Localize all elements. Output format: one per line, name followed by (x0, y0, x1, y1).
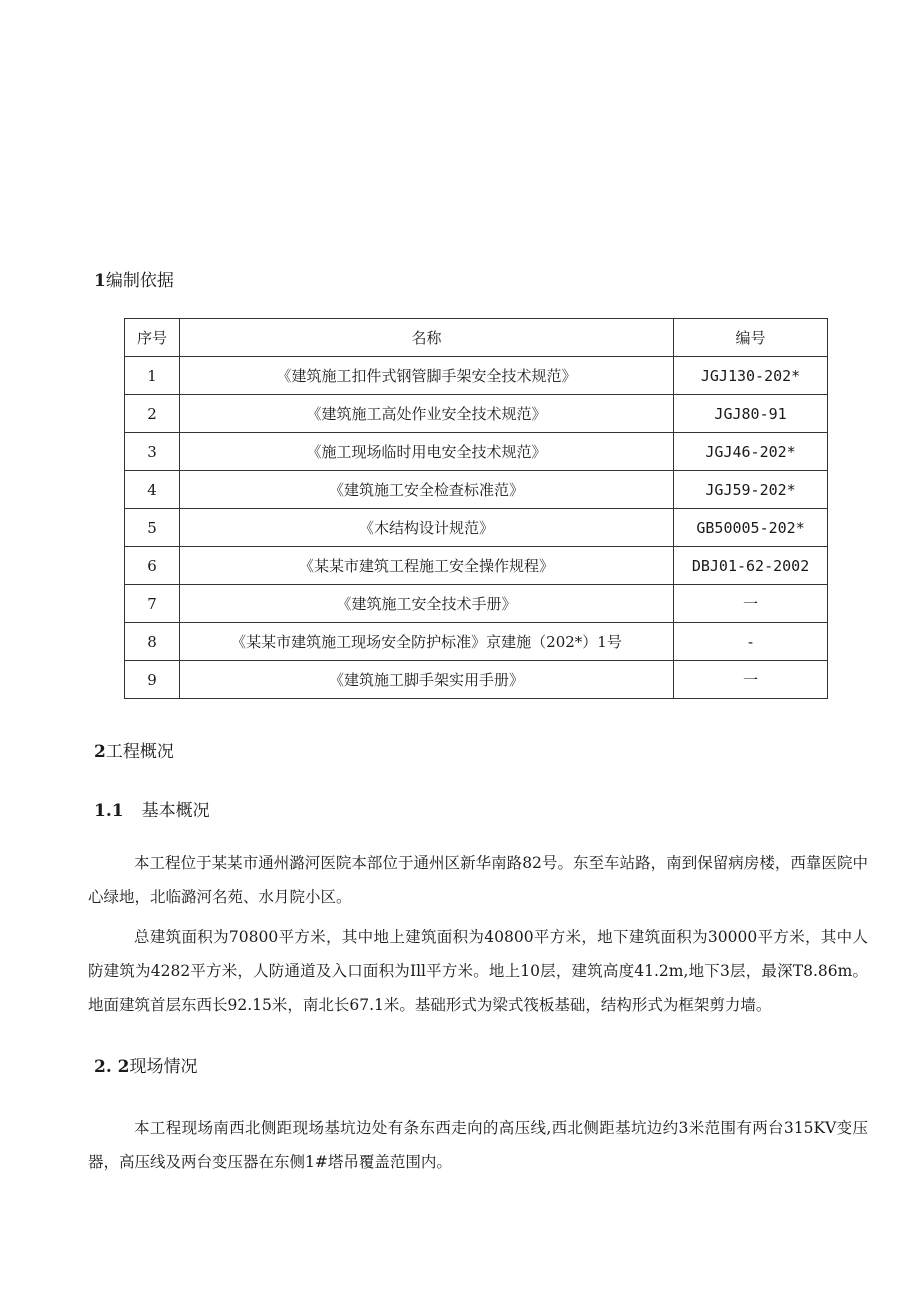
row-name: 《建筑施工安全技术手册》 (179, 585, 673, 623)
row-code: JGJ130-202* (674, 357, 828, 395)
table-row (125, 471, 828, 509)
overview-heading (94, 737, 174, 762)
row-number: 4 (125, 471, 180, 509)
table-row (125, 547, 828, 585)
paragraph-location: 本工程位于某某市通州潞河医院本部位于通州区新华南路82号。东至车站路，南到保留病房楼，西靠医院中心绿地，北临潞河名苑、水月院小区。 (88, 854, 868, 906)
row-code: JGJ46-202* (674, 433, 828, 471)
row-number: 9 (125, 661, 180, 699)
row-code: DBJ01-62-2002 (674, 547, 828, 585)
row-number: 2 (125, 395, 180, 433)
row-number: 5 (125, 509, 180, 547)
table-row (125, 585, 828, 623)
row-name: 《建筑施工扣件式钢管脚手架安全技术规范》 (179, 357, 673, 395)
row-number: 7 (125, 585, 180, 623)
row-name: 《某某市建筑施工现场安全防护标准》京建施（202*）1号 (179, 623, 673, 661)
site-heading-number: 2. 2 (94, 1057, 130, 1077)
basic-overview-heading (94, 796, 210, 821)
row-name: 《施工现场临时用电安全技术规范》 (179, 433, 673, 471)
header-number: 序号 (125, 319, 180, 357)
reference-table (124, 318, 828, 699)
basis-heading-text: 编制依据 (105, 271, 174, 291)
overview-heading-text: 工程概况 (105, 742, 174, 762)
basis-heading-number: 1 (94, 271, 106, 291)
row-name: 《某某市建筑工程施工安全操作规程》 (179, 547, 673, 585)
row-code: - (674, 623, 828, 661)
row-code: 一 (674, 661, 828, 699)
paragraph-site: 本工程现场南西北侧距现场基坑边处有条东西走向的高压线,西北侧距基坑边约3米范围有两台315KV变压器，高压线及两台变压器在东侧1#塔吊覆盖范围内。 (88, 1119, 868, 1171)
paragraph-area: 总建筑面积为70800平方米，其中地上建筑面积为40800平方米，地下建筑面积为30000平方米，其中人防建筑为4282平方米，人防通道及入口面积为Ill平方米。地上10层，建筑高度41.2m,地下3层，最深T8.86m。地面建筑首层东西长92.15米，南北长67.1米。基础形式为梁式筏板基础，结构形式为框架剪力墙。 (88, 928, 868, 1014)
row-name: 《木结构设计规范》 (179, 509, 673, 547)
row-number: 3 (125, 433, 180, 471)
row-code: JGJ59-202* (674, 471, 828, 509)
table-row (125, 357, 828, 395)
table-header-row (125, 319, 828, 357)
row-code: JGJ80-91 (674, 395, 828, 433)
header-code: 编号 (674, 319, 828, 357)
header-name: 名称 (179, 319, 673, 357)
row-code: 一 (674, 585, 828, 623)
row-name: 《建筑施工脚手架实用手册》 (179, 661, 673, 699)
basis-heading (94, 266, 174, 291)
table-row (125, 395, 828, 433)
table-row (125, 509, 828, 547)
site-heading (94, 1052, 198, 1077)
table-row (125, 623, 828, 661)
basic-overview-heading-number: 1.1 (94, 801, 124, 821)
table-row (125, 661, 828, 699)
row-number: 8 (125, 623, 180, 661)
row-number: 6 (125, 547, 180, 585)
row-name: 《建筑施工安全检查标准范》 (179, 471, 673, 509)
site-heading-text: 现场情况 (129, 1057, 198, 1077)
table-row (125, 433, 828, 471)
row-code: GB50005-202* (674, 509, 828, 547)
basic-overview-heading-text: 基本概况 (141, 801, 210, 821)
overview-heading-number: 2 (94, 742, 106, 762)
row-number: 1 (125, 357, 180, 395)
row-name: 《建筑施工高处作业安全技术规范》 (179, 395, 673, 433)
